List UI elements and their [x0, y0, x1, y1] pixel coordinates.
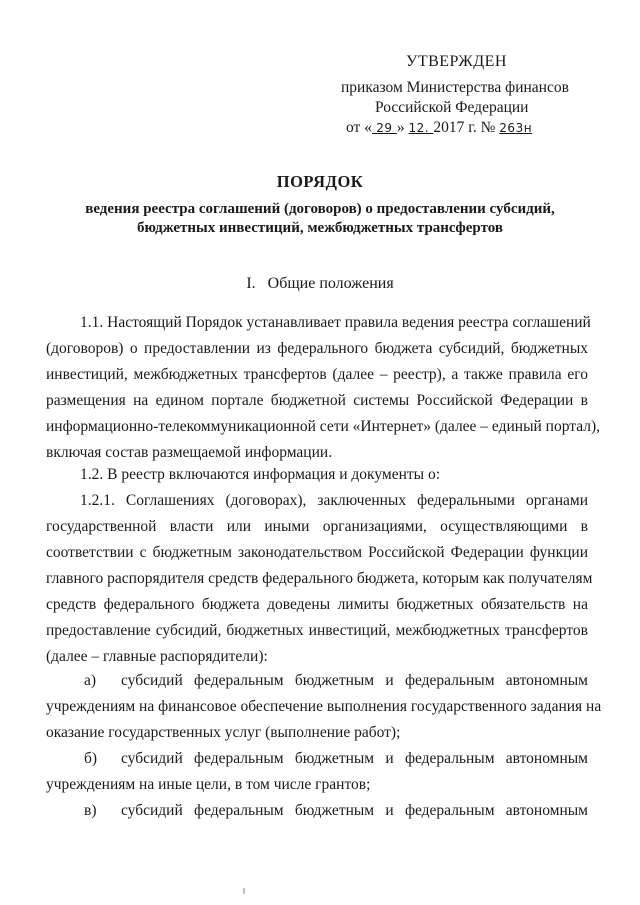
paragraph-line: средств федерального бюджета доведены лимиты бюджетных обязательств на — [46, 596, 588, 613]
paragraph-line: государственной власти или иными организациями, осуществляющими в — [46, 518, 588, 535]
paragraph-line: предоставление субсидий, бюджетных инвестиций, межбюджетных трансфертов — [46, 622, 588, 639]
approval-number: 263н — [499, 121, 533, 135]
paragraph-line: (далее – главные распорядители): — [46, 648, 268, 665]
section-number: I. — [246, 275, 256, 292]
paragraph-line: инвестиций, межбюджетных трансфертов (далее – реестр), а также правила его — [46, 366, 588, 383]
section-name: Общие положения — [267, 275, 394, 292]
approval-day: 29 — [371, 121, 397, 135]
list-item-head: субсидий федеральным бюджетным и федеральным автономным — [121, 750, 588, 767]
approval-year: 2017 г. № — [433, 119, 496, 136]
scan-artifact — [243, 888, 245, 894]
paragraph-1-1 — [46, 310, 601, 466]
list-item-b — [46, 746, 588, 798]
paragraph-line: учреждениям на иные цели, в том числе грантов; — [46, 776, 371, 793]
paragraph-line: оказание государственных услуг (выполнение работ); — [46, 724, 401, 741]
paragraph-line: 1.1. Настоящий Порядок устанавливает правила ведения реестра соглашений — [80, 314, 591, 331]
document-subtitle-line-2: бюджетных инвестиций, межбюджетных трансфертов — [137, 220, 503, 236]
paragraph-1-2-1 — [46, 488, 593, 670]
date-prefix: от « — [346, 119, 372, 136]
document-title: ПОРЯДОК — [276, 172, 364, 191]
list-item-c — [46, 798, 588, 824]
paragraph-line: 1.2. В реестр включаются информация и документы о: — [80, 466, 441, 483]
list-item-a — [46, 668, 602, 746]
approval-date-line — [346, 118, 532, 138]
approval-line-2: Российской Федерации — [375, 99, 529, 116]
paragraph-line: информационно-телекоммуникационной сети «Интернет» (далее – единый портал), — [46, 418, 601, 435]
list-item-head: субсидий федеральным бюджетным и федеральным автономным — [121, 672, 588, 689]
list-item-head: субсидий федеральным бюджетным и федеральным автономным — [121, 802, 588, 819]
paragraph-line: главного распорядителя средств федерального бюджета, которым как получателям — [46, 570, 593, 587]
approval-line-1: приказом Министерства финансов — [341, 79, 569, 96]
list-marker: а) — [84, 672, 97, 689]
paragraph-line: включая состав размещаемой информации. — [46, 444, 333, 461]
paragraph-line: соответствии с бюджетным законодательством Российской Федерации функции — [46, 544, 588, 561]
date-mid: » — [396, 119, 405, 136]
approval-month: 12. — [408, 121, 434, 135]
paragraph-line: размещения на едином портале бюджетной системы Российской Федерации в — [46, 392, 588, 409]
paragraph-1-2 — [46, 462, 588, 488]
list-marker: в) — [84, 802, 97, 819]
document-subtitle-line-1: ведения реестра соглашений (договоров) о предоставлении субсидий, — [85, 201, 555, 217]
section-heading — [0, 275, 640, 293]
paragraph-line: 1.2.1. Соглашениях (договорах), заключенных федеральными органами — [80, 492, 588, 509]
paragraph-line: учреждениям на финансовое обеспечение выполнения государственного задания на — [46, 698, 602, 715]
approved-title: УТВЕРЖДЕН — [406, 53, 507, 70]
paragraph-line: (договоров) о предоставлении из федерального бюджета субсидий, бюджетных — [46, 340, 588, 357]
list-marker: б) — [84, 750, 98, 767]
